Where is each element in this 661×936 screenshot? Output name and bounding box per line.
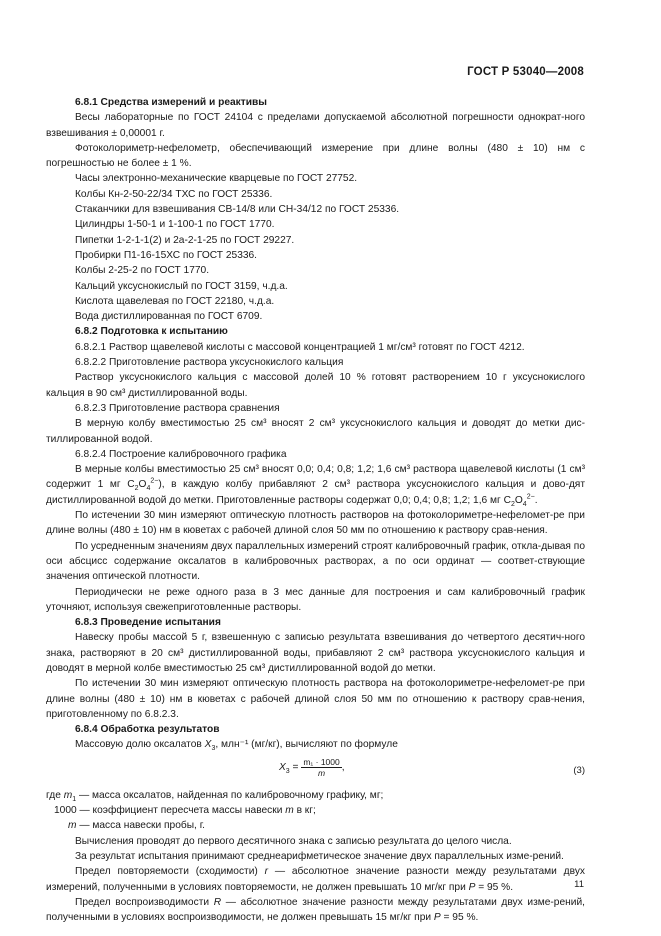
page-number: 11 xyxy=(574,879,584,890)
list-item: Вода дистиллированная по ГОСТ 6709. xyxy=(75,311,263,323)
equation-number: (3) xyxy=(573,764,585,776)
calibration-text-end: . xyxy=(534,494,538,506)
list-item: Пробирки П1-16-15ХС по ГОСТ 25336. xyxy=(75,249,258,261)
paragraph-mean-result: За результат испытания принимают среднеарифметическое значение двух параллельных изме-рений. xyxy=(75,850,564,862)
formula-block xyxy=(46,755,585,784)
intro-subscript: 3 xyxy=(211,745,216,753)
repeatability-text-b: — абсолютное значение разности между результатами двух измерений, полученными в условиях повторяемости, не должен превышать 10 мг/кг при xyxy=(46,866,586,893)
formula-fraction xyxy=(301,757,341,778)
list-item: Колбы Кн-2-50-22/34 ТХС по ГОСТ 25336. xyxy=(75,188,273,200)
where-m1-sub: 1 xyxy=(72,795,77,803)
list-item: Кислота щавелевая по ГОСТ 22180, ч.д.а. xyxy=(75,295,275,307)
reproducibility-text-a: Предел воспроизводимости xyxy=(75,896,214,908)
photocolorimeter-paragraph: Фотоколориметр-нефелометр, обеспечивающий измерение при длине волны (480 ± 10) нм с погрешностью не более ± 1 %. xyxy=(46,142,585,170)
formula-comma: , xyxy=(341,761,345,773)
where-1000-var: m xyxy=(285,805,294,817)
paragraph-6-8-2-2: Раствор уксуснокислого кальция с массовой долей 10 % готовят растворением 10 г уксуснокислого кальция в 90 см³ дистиллированной воды. xyxy=(46,372,585,399)
paragraph-6-8-2-4-calibration xyxy=(46,462,585,508)
list-item: Стаканчики для взвешивания СВ-14/8 или СН-34/12 по ГОСТ 25336. xyxy=(75,204,400,216)
scales-paragraph: Весы лабораторные по ГОСТ 24104 с пределами допускаемой абсолютной погрешности однократ-ного взвешивания ± 0,00001 г. xyxy=(46,112,585,139)
reproducibility-var: R xyxy=(213,896,222,908)
repeatability-text-a: Предел повторяемости (сходимости) xyxy=(75,866,265,878)
where-m1-var: m xyxy=(63,789,73,801)
calibration-text-b: ), в каждую колбу прибавляют 2 см³ раствора уксуснокислого кальция и дово-дят дистиллированной водой до метки. Приготовленные растворы содержат 0,0; 0,4; 0,8; 1,2; 1,6 мг C xyxy=(46,479,585,506)
standard-header: ГОСТ Р 53040—2008 xyxy=(467,66,584,78)
paragraph-optical-density: По истечении 30 мин измеряют оптическую плотность растворов на фотоколориметре-нефеломет-ре при длине волны (480 ± 10) нм в кюветах с рабочей длиной слоя 50 мм по отношению к раствору срав-нения. xyxy=(46,510,585,537)
paragraph-repeatability xyxy=(46,864,585,895)
subsection-6-8-2-2-title: 6.8.2.2 Приготовление раствора уксуснокислого кальция xyxy=(75,357,344,369)
reproducibility-text-c: = 95 %. xyxy=(440,912,479,924)
where-m1-desc: — масса оксалатов, найденная по калибровочному графику, мг; xyxy=(76,789,384,801)
list-item: Колбы 2-25-2 по ГОСТ 1770. xyxy=(75,265,210,277)
paragraph-6-8-2-1: 6.8.2.1 Раствор щавелевой кислоты с массовой концентрацией 1 мг/см³ готовят по ГОСТ 4212. xyxy=(75,341,525,353)
list-item: Пипетки 1-2-1-1(2) и 2а-2-1-25 по ГОСТ 29227. xyxy=(75,234,295,246)
paragraph-measurement: По истечении 30 мин измеряют оптическую плотность раствора на фотоколориметре-нефеломет-ре при длине волны (480 ± 10) нм в кюветах с рабочей длиной слоя 50 мм по отношению к раствору срав-нения, приготовленному по 6.8.2.3. xyxy=(46,678,585,720)
where-1000-tail: в кг; xyxy=(293,805,316,817)
list-item: Кальций уксуснокислый по ГОСТ 3159, ч.д.а. xyxy=(75,280,288,292)
intro-text-b: , млн⁻¹ (мг/кг), вычисляют по формуле xyxy=(215,739,398,751)
where-1000-desc: 1000 — коэффициент пересчета массы навески xyxy=(54,805,286,817)
ion-subscript-o: 4 xyxy=(146,485,151,493)
reproducibility-text-b: — абсолютное значение разности между результатами двух изме-рений, полученными в условиях воспроизводимости, не должен превышать 15 мг/кг при xyxy=(46,896,585,924)
paragraph-calibration-graph: По усредненным значениям двух параллельных измерений строят калибровочный график, откла-дывая по оси абсцисс содержание оксалатов в калибровочных растворах, а по оси ординат — соответ-ствующие значения оптической плотности. xyxy=(46,540,585,583)
ion-oxygen: O xyxy=(138,479,147,491)
repeatability-var: r xyxy=(264,866,269,878)
formula-numerator: m₁ · 1000 xyxy=(303,756,340,767)
repeatability-p: P xyxy=(468,881,476,893)
repeatability-text-c: = 95 %. xyxy=(475,881,514,893)
where-1000 xyxy=(46,803,585,818)
where-m1 xyxy=(46,788,585,803)
formula-lhs: X xyxy=(279,761,286,773)
ion-oxygen-2: O xyxy=(514,494,523,506)
paragraph-rounding: Вычисления проводят до первого десятичного знака с записью результата до целого числа. xyxy=(75,835,512,847)
ion-subscript-o-2: 4 xyxy=(522,500,527,508)
formula-equals: = xyxy=(289,761,302,773)
reproducibility-p: P xyxy=(433,912,441,924)
ion-charge: 2− xyxy=(150,478,159,486)
paragraph-reproducibility xyxy=(46,895,585,926)
paragraph-formula-intro xyxy=(46,737,585,752)
formula xyxy=(279,757,345,778)
ion-subscript-c: 2 xyxy=(134,485,139,493)
list-item: Часы электронно-механические кварцевые по ГОСТ 27752. xyxy=(75,173,358,185)
ion-subscript-c-2: 2 xyxy=(510,500,515,508)
ion-charge-2: 2− xyxy=(526,493,535,501)
intro-variable: X xyxy=(204,739,212,751)
subsection-6-8-2-3-title: 6.8.2.3 Приготовление раствора сравнения xyxy=(75,402,280,414)
where-prefix: где xyxy=(46,789,64,801)
section-6-8-2-title: 6.8.2 Подготовка к испытанию xyxy=(75,326,228,338)
formula-lhs-subscript: 3 xyxy=(285,767,290,775)
where-m xyxy=(46,818,585,833)
document-body xyxy=(46,95,585,925)
section-6-8-4-title: 6.8.4 Обработка результатов xyxy=(75,724,220,736)
intro-text: Массовую долю оксалатов xyxy=(75,739,205,751)
equipment-list xyxy=(46,171,585,324)
section-6-8-3-title: 6.8.3 Проведение испытания xyxy=(75,617,221,629)
calibration-text-a: В мерные колбы вместимостью 25 см³ вносят 0,0; 0,4; 0,8; 1,2; 1,6 см³ раствора щавелевой кислоты (1 см³ содержит 1 мг C xyxy=(46,464,585,491)
subsection-6-8-2-4-title: 6.8.2.4 Построение калибровочного графика xyxy=(75,448,287,460)
where-m-desc: — масса навески пробы, г. xyxy=(76,820,205,832)
paragraph-periodic-update: Периодически не реже одного раза в 3 мес данные для построения и сам калибровочный график уточняют, используя свежеприготовленные растворы. xyxy=(46,586,585,613)
list-item: Цилиндры 1-50-1 и 1-100-1 по ГОСТ 1770. xyxy=(75,219,275,231)
where-m-var: m xyxy=(68,820,77,832)
paragraph-sample-prep: Навеску пробы массой 5 г, взвешенную с записью результата взвешивания до четвертого десятич-ного знака, растворяют в 20 см³ дистиллированной воды, прибавляют 2 см³ раствора уксуснокислого кальция и доводят в мерной колбе вместимостью 25 см³ дистиллированной водой до метки. xyxy=(46,632,585,674)
paragraph-6-8-2-3: В мерную колбу вместимостью 25 см³ вносят 2 см³ уксуснокислого кальция и доводят до метки дис-тиллированной водой. xyxy=(46,418,585,445)
formula-denominator: m xyxy=(317,767,326,778)
section-6-8-1-title: 6.8.1 Средства измерений и реактивы xyxy=(75,97,267,108)
